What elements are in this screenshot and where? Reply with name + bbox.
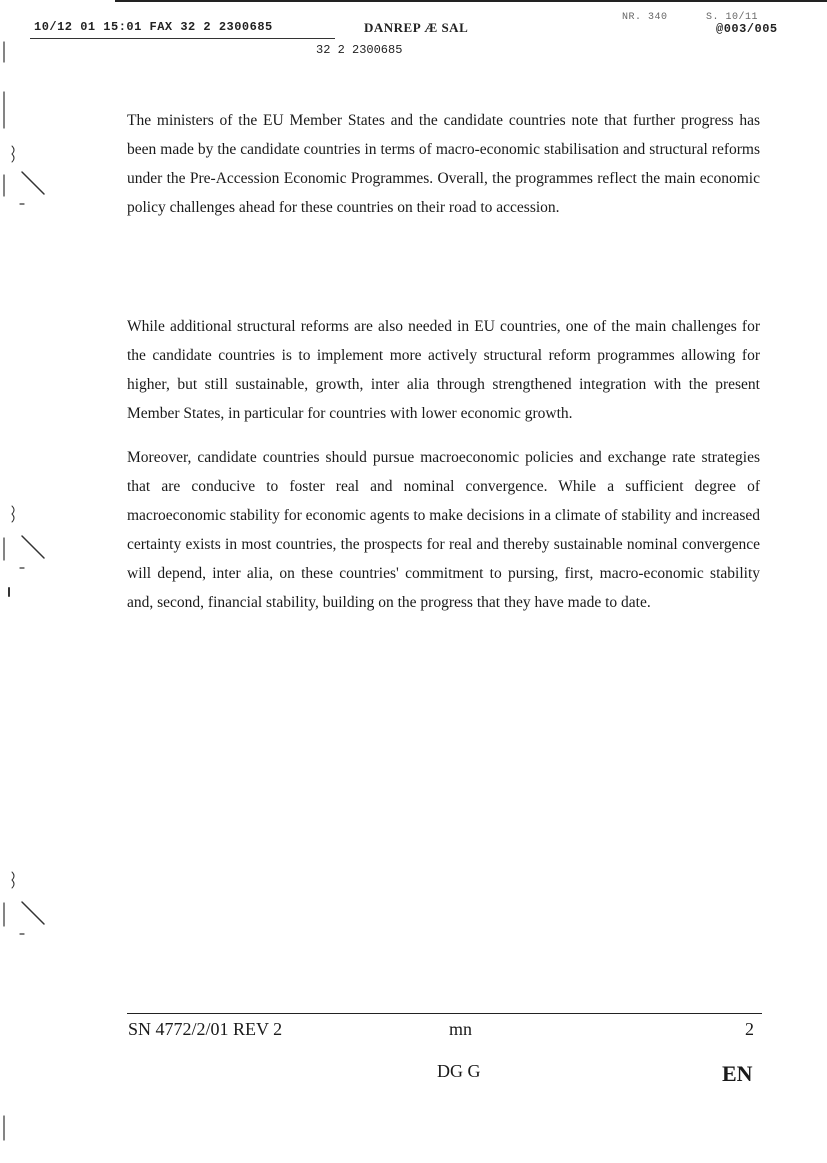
fax-page-counter: @003/005	[716, 22, 778, 36]
fax-header-underline	[30, 38, 335, 39]
margin-binding-marks	[0, 0, 60, 1163]
directorate-general: DG G	[437, 1061, 481, 1081]
fax-top-rule	[115, 0, 827, 2]
paragraph-structural-reforms: While additional structural reforms are also needed in EU countries, one of the main challenges for the candidate countries is to implement more actively structural reform programmes allowing for higher, but still sustainable, growth, inter alia through strengthened integration with the present Member States, in particular for countries with lower economic growth.	[127, 318, 760, 422]
fax-header-left: 10/12 01 15:01 FAX 32 2 2300685	[34, 20, 273, 34]
page-number: 2	[745, 1019, 754, 1039]
fax-sender: DANREP Æ SAL	[364, 20, 469, 35]
paragraph-convergence: Moreover, candidate countries should pursue macroeconomic policies and exchange rate strategies that are conducive to foster real and nominal convergence. While a sufficient degree of macroeconomic stability for economic agents to make decisions in a climate of stability and increased certainty exists in most countries, the prospects for real and thereby sustainable nominal convergence will depend, inter alia, on these countries' commitment to pursing, first, macro-economic stability and, second, financial stability, building on the progress that they have made to date.	[127, 449, 760, 611]
author-initials: mn	[449, 1019, 473, 1039]
footer-rule	[127, 1013, 762, 1014]
paragraph-progress: The ministers of the EU Member States and the candidate countries note that further progress has been made by the candidate countries in terms of macro-economic stabilisation and structural reforms under the Pre-Accession Economic Programmes. Overall, the programmes reflect the main economic policy challenges ahead for these countries on their road to accession.	[127, 112, 760, 216]
fax-header-faint-1: NR. 340	[622, 12, 668, 23]
fax-header	[0, 0, 827, 60]
fax-header-faint-2: S. 10/11	[706, 12, 759, 23]
language-code: EN	[722, 1061, 753, 1086]
document-reference: SN 4772/2/01 REV 2	[128, 1019, 283, 1039]
fax-second-number: 32 2 2300685	[316, 43, 403, 57]
